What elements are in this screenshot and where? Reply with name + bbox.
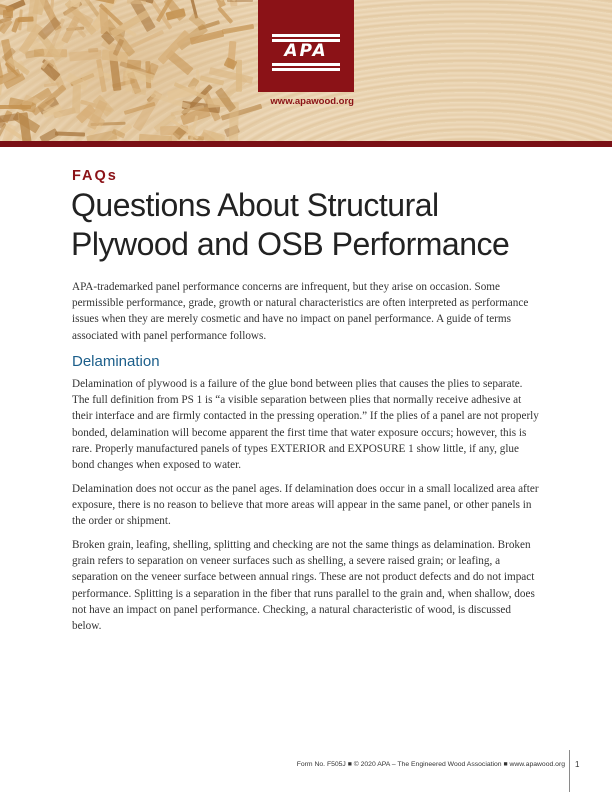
osb-texture-strand bbox=[0, 105, 31, 109]
logo-text: APA bbox=[284, 41, 328, 61]
osb-texture-strand bbox=[126, 77, 131, 91]
body-paragraph-1: Delamination of plywood is a failure of the glue bond between plies that causes the plies to separate. The full definition from PS 1 is “a visible separation between plies that normally receive adhesive at their interface and are firmly contacted in the pressing operation.” If the plies of a panel are not properly bonded, delamination will become apparent the first time that water exposure occurs; however, this is rare. Properly manufactured panels of types EXTERIOR and EXPOSURE 1 show little, if any, glue bond changes when exposed to water. bbox=[72, 378, 539, 472]
logo-rule-bottom bbox=[272, 63, 340, 66]
osb-texture-strand bbox=[166, 85, 197, 100]
intro-paragraph: APA-trademarked panel performance concerns are infrequent, but they arise on occasion. Some permissible performance, grade, growth or natural characteristics are often interpreted as performance issues when they are merely cosmetic and have no impact on panel performance. A guide of terms associated with panel performance follows. bbox=[72, 281, 529, 342]
apa-logo bbox=[258, 0, 354, 92]
body-paragraph-2: Delamination does not occur as the panel ages. If delamination does occur in a small localized area after exposure, there is no reason to believe that more areas will appear in the same panel, or other panels in the order or shipment. bbox=[72, 483, 539, 528]
header-website[interactable]: www.apawood.org bbox=[270, 96, 354, 107]
faq-kicker: FAQs bbox=[72, 168, 118, 184]
osb-texture-strand bbox=[217, 6, 234, 24]
section-heading-delamination: Delamination bbox=[72, 353, 160, 370]
header-rule bbox=[0, 141, 612, 147]
footer-divider bbox=[569, 750, 570, 792]
osb-texture-strand bbox=[199, 76, 223, 86]
page-title bbox=[71, 186, 591, 264]
footer-text: Form No. F505J ■ © 2020 APA – The Engineered Wood Association ■ www.apawood.org bbox=[296, 761, 565, 768]
logo-rule-top bbox=[272, 34, 340, 37]
osb-texture-strand bbox=[39, 128, 59, 141]
logo-rule-bottom-2 bbox=[272, 68, 340, 71]
page-number: 1 bbox=[575, 760, 580, 769]
osb-texture-strand bbox=[131, 88, 146, 96]
osb-texture-strand bbox=[72, 84, 81, 113]
osb-texture-strand bbox=[17, 16, 34, 22]
osb-texture-strand bbox=[222, 25, 254, 35]
title-line-1: Questions About Structural bbox=[71, 187, 439, 223]
body-paragraph-3: Broken grain, leafing, shelling, splitting and checking are not the same things as delamination. Broken grain refers to separation on veneer surfaces such as shelling, a severe raised grain; or leafing, a separation on the veneer surface between annual rings. These are not product defects and do not impact performance. Splitting is a separation in the fiber that runs parallel to the grain and, when shallow, does not have an impact on panel performance. Checking, a natural characteristic of wood, is discussed below. bbox=[72, 539, 535, 633]
header-banner bbox=[0, 0, 612, 141]
title-line-2: Plywood and OSB Performance bbox=[71, 226, 510, 262]
osb-texture-strand bbox=[55, 132, 85, 137]
